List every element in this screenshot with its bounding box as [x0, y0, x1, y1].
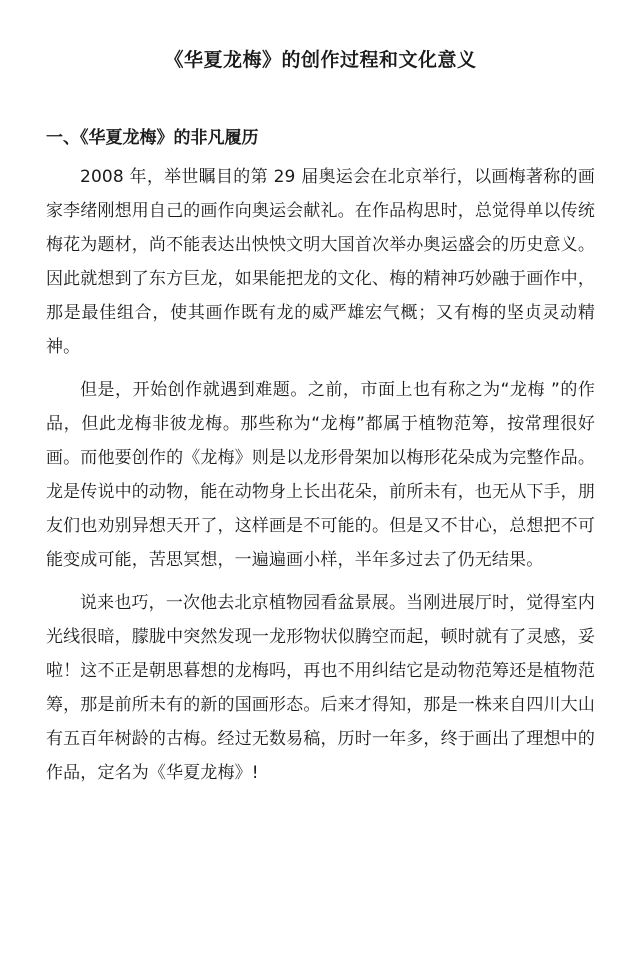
section-heading: 一、《华夏龙梅》的非凡履历: [46, 128, 259, 148]
paragraph-3: 说来也巧，一次他去北京植物园看盆景展。当刚进展厅时，觉得室内光线很暗，朦胧中突然发现一龙形物状似腾空而起，顿时就有了灵感，妥啦！这不正是朝思暮想的龙梅吗，再也不用纠结它是动物范筹还是植物范筹，那是前所未有的新的国画形态。后来才得知，那是一株来自四川大山有五百年树龄的古梅。经过无数易稿，历时一年多，终于画出了理想中的作品，定名为《华夏龙梅》!: [46, 593, 595, 783]
document-title: 《华夏龙梅》的创作过程和文化意义: [164, 49, 477, 71]
section-1: [46, 120, 595, 790]
paragraph-1: 2008 年，举世瞩目的第 29 届奥运会在北京举行，以画梅著称的画家李绪刚想用自己的画作向奥运会献礼。在作品构思时，总觉得单以传统梅花为题材，尚不能表达出怏怏文明大国首次举办奥运盛会的历史意义。因此就想到了东方巨龙，如果能把龙的文化、梅的精神巧妙融于画作中，那是最佳组合，使其画作既有龙的威严雄宏气概；又有梅的坚贞灵动精神。: [46, 167, 595, 357]
paragraph-2: 但是，开始创作就遇到难题。之前，市面上也有称之为“龙梅 ”的作品，但此龙梅非彼龙梅。那些称为“龙梅”都属于植物范筹，按常理很好画。而他要创作的《龙梅》则是以龙形骨架加以梅形花朵成为完整作品。龙是传说中的动物，能在动物身上长出花朵，前所未有，也无从下手，朋友们也劝别异想天开了，这样画是不可能的。但是又不甘心，总想把不可能变成可能，苦思冥想，一遍遍画小样，半年多过去了仍无结果。: [46, 380, 595, 570]
